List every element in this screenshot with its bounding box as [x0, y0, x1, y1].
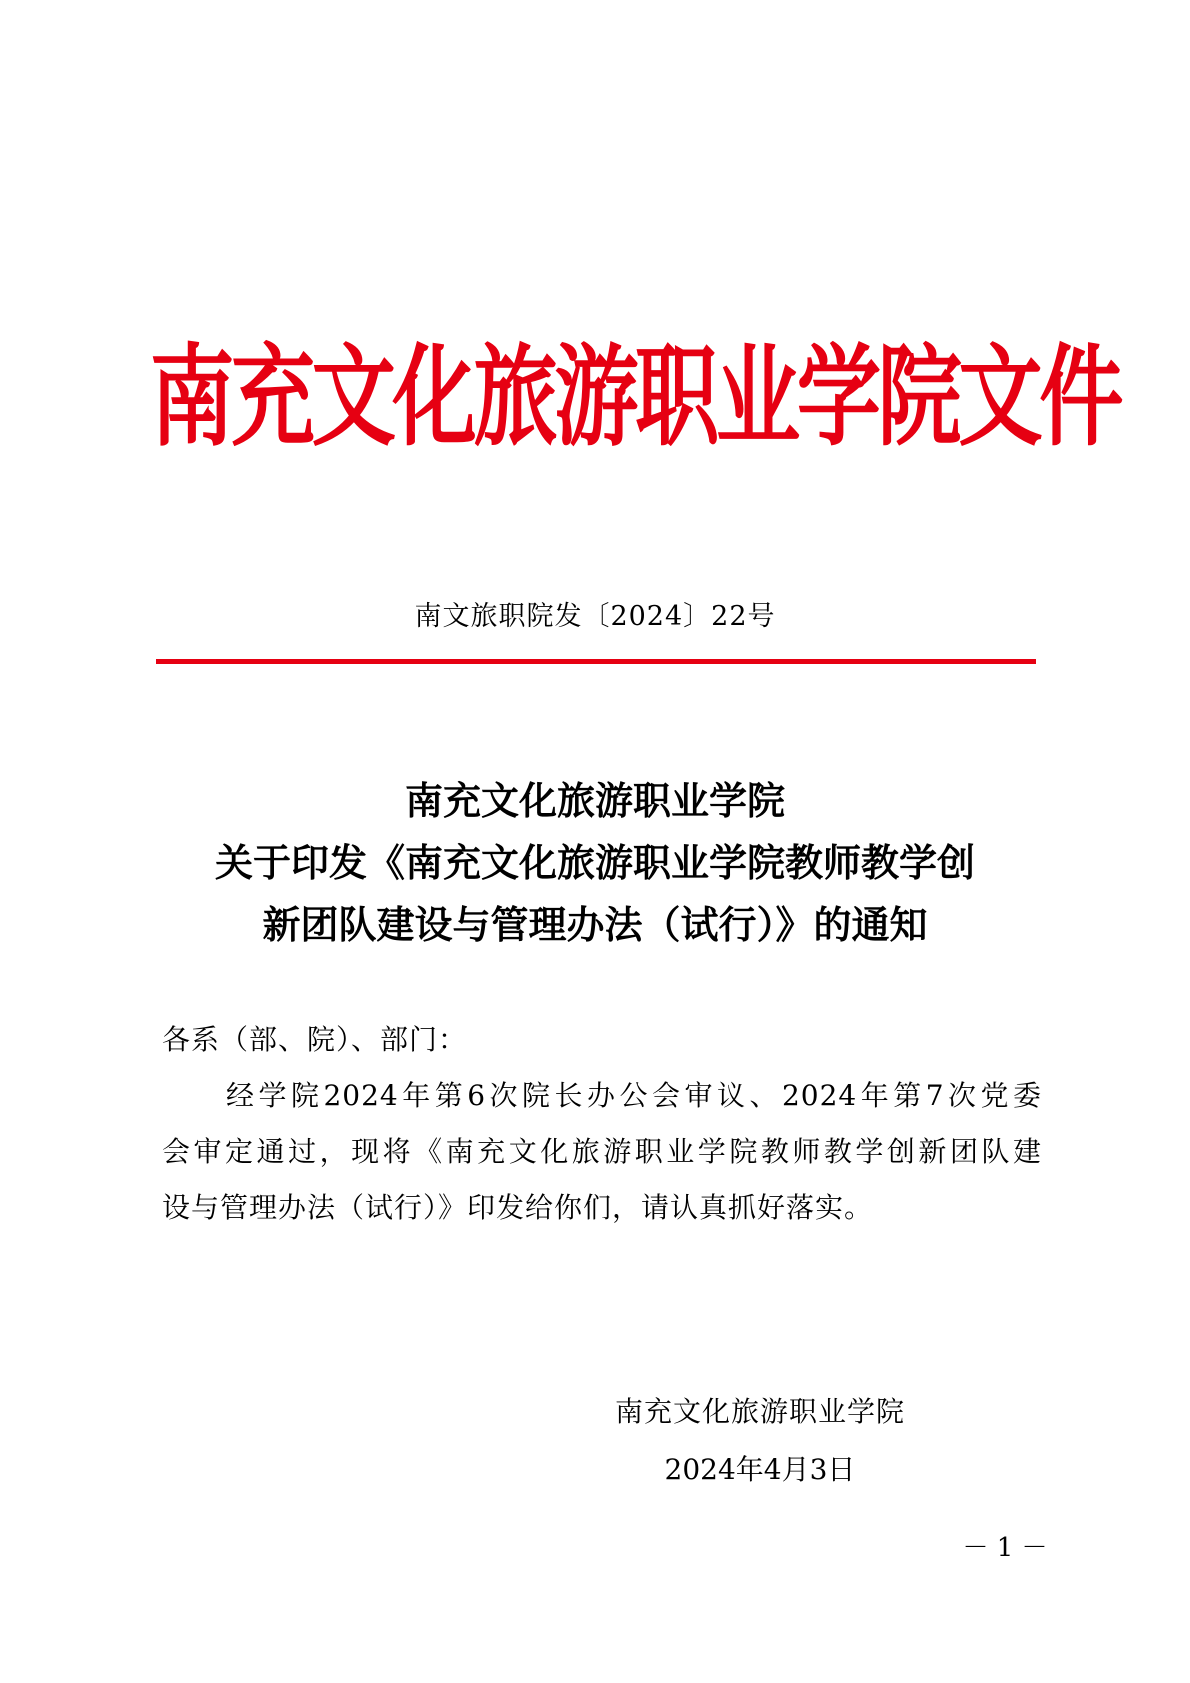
notice-body — [162, 1012, 1042, 1236]
document-masthead: 南充文化旅游职业学院文件 — [150, 333, 1121, 462]
salutation: 各系（部、院）、部门： — [162, 1023, 468, 1056]
paragraph-line-2: 会审定通过，现将《南充文化旅游职业学院教师教学创新团队建 — [162, 1135, 1042, 1168]
paragraph-line-3: 设与管理办法（试行）》印发给你们，请认真抓好落实。 — [162, 1191, 874, 1224]
red-separator-rule — [156, 659, 1036, 664]
notice-title-line-1: 南充文化旅游职业学院 — [404, 778, 785, 823]
paragraph-line-1: 经学院2024年第6次院长办公会审议、2024年第7次党委 — [226, 1079, 1042, 1112]
notice-title-line-3: 新团队建设与管理办法（试行）》的通知 — [262, 902, 928, 947]
notice-title-line-2: 关于印发《南充文化旅游职业学院教师教学创 — [214, 840, 975, 885]
page-number: － 1 － — [962, 1533, 1048, 1563]
signature-organization: 南充文化旅游职业学院 — [614, 1395, 905, 1428]
notice-title — [140, 770, 1050, 956]
signature-date: 2024年4月3日 — [664, 1453, 856, 1486]
document-number: 南文旅职院发〔2024〕22号 — [414, 601, 776, 632]
